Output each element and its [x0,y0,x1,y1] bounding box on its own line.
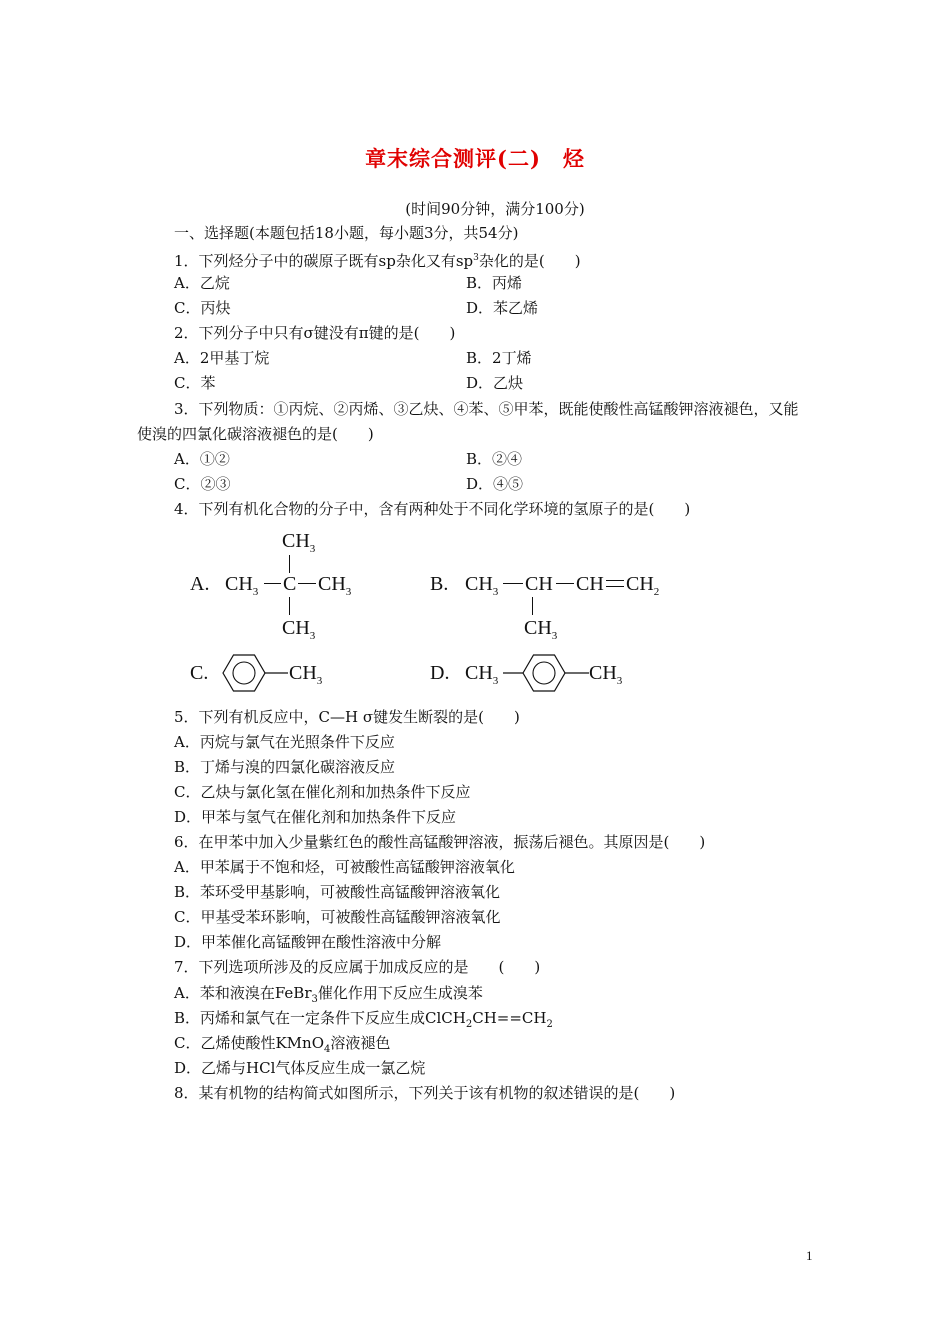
b-bond-1 [503,583,523,584]
q7-option-b: B．丙烯和氯气在一定条件下反应生成$ClCH_2CH==CH_2$ [174,1009,553,1030]
ch3-left: $CH_3$ [225,573,259,598]
page-number: 1 [806,1248,813,1263]
b-ch2: $CH_2$ [626,573,660,598]
question-4-stem: 4．下列有机化合物的分子中，含有两种处于不同化学环境的氢原子的是( ) [174,500,691,518]
question-3-stem-cont: 使溴的四氯化碳溶液褪色的是( ) [137,425,374,443]
q7-option-c: C．乙烯使酸性KMnO$_4$溶液褪色 [174,1034,391,1055]
c-ch3: $CH_3$ [289,662,323,687]
q1-option-a: A．乙烷 [174,274,230,292]
q2-option-c: C．苯 [174,374,216,392]
page-title: 章末综合测评(二) 烃 [365,146,585,171]
question-6-stem: 6．在甲苯中加入少量紫红色的酸性高锰酸钾溶液，振荡后褪色。其原因是( ) [174,833,706,851]
benzene-ring-d [503,650,591,696]
b-ch3-bottom: $CH_3$ [524,617,558,642]
q5-option-a: A．丙烷与氯气在光照条件下反应 [174,733,395,751]
q3-option-b: B．②④ [466,450,523,468]
exam-info: (时间90分钟，满分100分) [405,200,585,218]
q3-option-a: A．①② [174,450,230,468]
benzene-ring-c [218,650,290,696]
q7-option-a: A．苯和液溴在FeBr$_3$催化作用下反应生成溴苯 [174,984,483,1005]
question-2-stem: 2．下列分子中只有σ键没有π键的是( ) [174,324,456,342]
label-c: C. [190,662,209,684]
b-ch-2: CH [576,573,604,595]
question-8-stem: 8．某有机物的结构简式如图所示，下列关于该有机物的叙述错误的是( ) [174,1084,676,1102]
b-ch3: $CH_3$ [465,573,499,598]
question-7-stem: 7．下列选项所涉及的反应属于加成反应的是 ( ) [174,958,541,976]
q5-option-c: C．乙炔与氯化氢在催化剂和加热条件下反应 [174,783,471,801]
b-ch: CH [525,573,553,595]
q2-option-d: D．乙炔 [466,374,524,392]
q2-option-a: A．2甲基丁烷 [174,349,270,367]
ch3-bottom: $CH_3$ [282,617,316,642]
b-double-bond-top [606,580,624,581]
q3-option-d: D．④⑤ [466,475,524,493]
d-ch3-right: $CH_3$ [589,662,623,687]
question-1-stem: 1．下列烃分子中的碳原子既有sp杂化又有$sp^3$杂化的是( ) [174,252,581,270]
q1-option-c: C．丙炔 [174,299,231,317]
bond-right [298,583,316,584]
b-bond-vertical [532,597,533,615]
q5-option-d: D．甲苯与氢气在催化剂和加热条件下反应 [174,808,457,826]
q6-option-b: B．苯环受甲基影响，可被酸性高锰酸钾溶液氧化 [174,883,501,901]
q6-option-c: C．甲基受苯环影响，可被酸性高锰酸钾溶液氧化 [174,908,501,926]
bond-left [264,583,281,584]
ch3-top: $CH_3$ [282,530,316,555]
q6-option-d: D．甲苯催化高锰酸钾在酸性溶液中分解 [174,933,442,951]
q7-option-d: D．乙烯与HCl气体反应生成一氯乙烷 [174,1059,426,1077]
bond-vertical-top [289,555,290,573]
q1-option-b: B．丙烯 [466,274,523,292]
ch3-right: $CH_3$ [318,573,352,598]
question-3-stem: 3．下列物质：①丙烷、②丙烯、③乙炔、④苯、⑤甲苯，既能使酸性高锰酸钾溶液褪色，又能 [174,400,799,418]
q5-option-b: B．丁烯与溴的四氯化碳溶液反应 [174,758,396,776]
q1-option-d: D．苯乙烯 [466,299,539,317]
carbon-center: C [283,573,297,595]
question-5-stem: 5．下列有机反应中，C—H σ键发生断裂的是( ) [174,708,520,726]
label-d: D. [430,662,450,684]
bond-vertical-bottom [289,597,290,615]
q3-option-c: C．②③ [174,475,231,493]
q2-option-b: B．2丁烯 [466,349,532,367]
label-b: B. [430,573,449,595]
q6-option-a: A．甲苯属于不饱和烃，可被酸性高锰酸钾溶液氧化 [174,858,515,876]
b-bond-2 [556,583,574,584]
d-ch3-left: $CH_3$ [465,662,499,687]
b-double-bond-bottom [606,586,624,587]
section-heading: 一、选择题(本题包括18小题，每小题3分，共54分) [174,224,519,242]
label-a: A. [190,573,210,595]
